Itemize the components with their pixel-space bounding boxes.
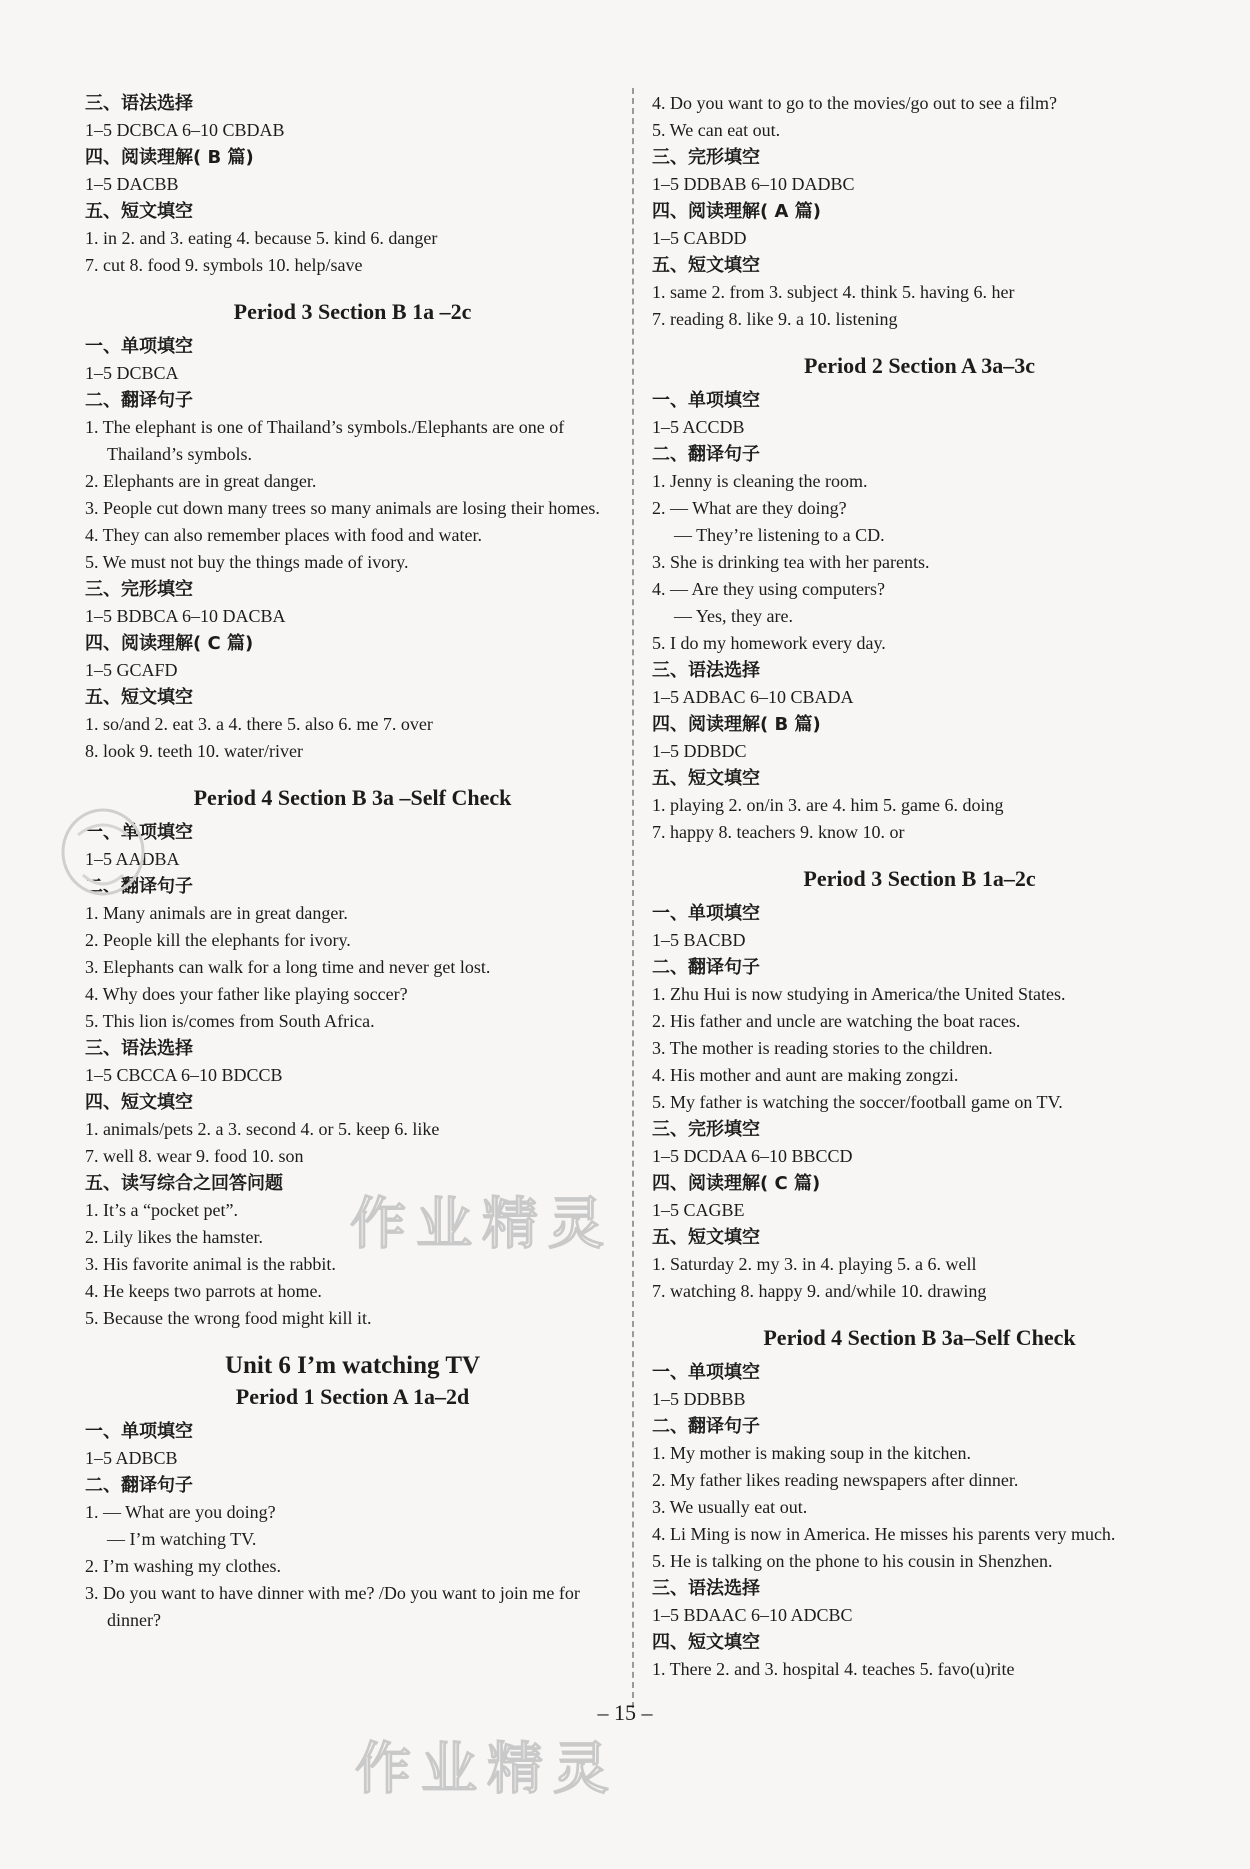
section-heading: 一、单项填空 <box>652 1362 760 1383</box>
watermark: 作业精灵 <box>355 1737 619 1802</box>
answer-line: 2. Elephants are in great danger. <box>85 471 317 491</box>
answer-line: 2. I’m washing my clothes. <box>85 1556 281 1576</box>
section-heading: 三、语法选择 <box>85 1038 193 1059</box>
section-heading: 一、单项填空 <box>652 390 760 411</box>
answer-line: 1–5 AADBA <box>85 849 180 869</box>
answer-line: 1. — What are you doing? <box>85 1502 276 1522</box>
section-heading: 四、阅读理解( C 篇) <box>652 1173 821 1194</box>
answer-line: 3. The mother is reading stories to the children. <box>652 1038 993 1058</box>
section-heading: 四、阅读理解( B 篇) <box>85 147 254 168</box>
answer-line: 5. Because the wrong food might kill it. <box>85 1308 372 1328</box>
answer-line: 7. reading 8. like 9. a 10. listening <box>652 309 898 329</box>
answer-line: 1. animals/pets 2. a 3. second 4. or 5. keep 6. like <box>85 1119 440 1139</box>
answer-line: 4. Li Ming is now in America. He misses his parents very much. <box>652 1524 1116 1544</box>
answer-line: 1–5 CABDD <box>652 228 747 248</box>
answer-line: 8. look 9. teeth 10. water/river <box>85 741 303 761</box>
answer-line: 4. He keeps two parrots at home. <box>85 1281 322 1301</box>
period-title: Period 4 Section B 3a–Self Check <box>763 1325 1076 1350</box>
answer-line: 1. My mother is making soup in the kitchen. <box>652 1443 971 1463</box>
section-heading: 二、翻译句子 <box>652 444 760 465</box>
section-heading: 四、阅读理解( C 篇) <box>85 633 254 654</box>
answer-line: 3. She is drinking tea with her parents. <box>652 552 930 572</box>
answer-line: 1–5 BDBCA 6–10 DACBA <box>85 606 286 626</box>
answer-line: 5. We can eat out. <box>652 120 781 140</box>
answer-line: 1–5 DCBCA <box>85 363 179 383</box>
answer-line: — Yes, they are. <box>674 606 793 626</box>
answer-line: 1–5 DDBBB <box>652 1389 746 1409</box>
answer-line: 5. This lion is/comes from South Africa. <box>85 1011 375 1031</box>
answer-line: 2. My father likes reading newspapers after dinner. <box>652 1470 1019 1490</box>
section-heading: 四、阅读理解( B 篇) <box>652 714 821 735</box>
watermark: 作业精灵 <box>350 1192 614 1257</box>
answer-line: 5. My father is watching the soccer/football game on TV. <box>652 1092 1063 1112</box>
section-heading: 五、读写综合之回答问题 <box>85 1173 283 1194</box>
answer-line: 2. People kill the elephants for ivory. <box>85 930 351 950</box>
answer-line: 4. Do you want to go to the movies/go out to see a film? <box>652 93 1057 113</box>
section-heading: 三、语法选择 <box>652 660 760 681</box>
section-heading: 三、语法选择 <box>652 1578 760 1599</box>
answer-line: 4. They can also remember places with food and water. <box>85 525 483 545</box>
answer-line: 3. Elephants can walk for a long time and never get lost. <box>85 957 491 977</box>
period-title: Period 3 Section B 1a–2c <box>803 866 1036 891</box>
answer-line: 7. happy 8. teachers 9. know 10. or <box>652 822 905 842</box>
section-heading: 五、短文填空 <box>652 768 760 789</box>
answer-line: 1. Saturday 2. my 3. in 4. playing 5. a 6. well <box>652 1254 977 1274</box>
answer-line: 1. It’s a “pocket pet”. <box>85 1200 238 1220</box>
answer-line: 1–5 CAGBE <box>652 1200 745 1220</box>
answer-line: 1. Many animals are in great danger. <box>85 903 348 923</box>
answer-line: 7. watching 8. happy 9. and/while 10. drawing <box>652 1281 987 1301</box>
section-heading: 二、翻译句子 <box>85 876 193 897</box>
answer-line: 3. People cut down many trees so many animals are losing their homes. <box>85 498 600 518</box>
section-heading: 一、单项填空 <box>652 903 760 924</box>
answer-line: 1–5 DDBAB 6–10 DADBC <box>652 174 855 194</box>
answer-line: 1. same 2. from 3. subject 4. think 5. having 6. her <box>652 282 1015 302</box>
page-number: – 15 – <box>597 1700 653 1725</box>
answer-line: 1–5 BDAAC 6–10 ADCBC <box>652 1605 853 1625</box>
answer-line: 7. cut 8. food 9. symbols 10. help/save <box>85 255 363 275</box>
answer-line: 1. There 2. and 3. hospital 4. teaches 5. favo(u)rite <box>652 1659 1015 1679</box>
answer-line: 1–5 CBCCA 6–10 BDCCB <box>85 1065 283 1085</box>
section-heading: 三、完形填空 <box>85 579 193 600</box>
answer-line: — They’re listening to a CD. <box>674 525 885 545</box>
watermark-logo-icon <box>58 805 148 900</box>
section-heading: 三、完形填空 <box>652 1119 760 1140</box>
section-heading: 二、翻译句子 <box>652 1416 760 1437</box>
answer-line: 3. Do you want to have dinner with me? /Do you want to join me for dinner? <box>85 1583 580 1630</box>
section-heading: 五、短文填空 <box>652 255 760 276</box>
answer-line: 1–5 DDBDC <box>652 741 747 761</box>
period-title: Period 2 Section A 3a–3c <box>804 353 1035 378</box>
answer-line: 1. so/and 2. eat 3. a 4. there 5. also 6. me 7. over <box>85 714 433 734</box>
column-divider <box>632 88 634 1708</box>
answer-line: 1–5 DCBCA 6–10 CBDAB <box>85 120 285 140</box>
answer-line: 4. Why does your father like playing soccer? <box>85 984 408 1004</box>
answer-line: 2. — What are they doing? <box>652 498 847 518</box>
period-title: Period 4 Section B 3a –Self Check <box>193 785 512 810</box>
answer-line: 2. His father and uncle are watching the boat races. <box>652 1011 1021 1031</box>
section-heading: 二、翻译句子 <box>652 957 760 978</box>
answer-line: 1. The elephant is one of Thailand’s symbols./Elephants are one of Thailand’s symbols. <box>85 417 565 464</box>
answer-line: 5. We must not buy the things made of ivory. <box>85 552 409 572</box>
section-heading: 二、翻译句子 <box>85 1475 193 1496</box>
section-heading: 四、阅读理解( A 篇) <box>652 201 821 222</box>
answer-line: 1–5 ACCDB <box>652 417 745 437</box>
answer-line: 7. well 8. wear 9. food 10. son <box>85 1146 304 1166</box>
section-heading: 一、单项填空 <box>85 822 193 843</box>
answer-line: 1. Jenny is cleaning the room. <box>652 471 868 491</box>
section-heading: 四、短文填空 <box>85 1092 193 1113</box>
answer-line: 5. He is talking on the phone to his cousin in Shenzhen. <box>652 1551 1053 1571</box>
section-heading: 一、单项填空 <box>85 1421 193 1442</box>
answer-line: 1–5 DACBB <box>85 174 179 194</box>
section-heading: 二、翻译句子 <box>85 390 193 411</box>
answer-line: 3. His favorite animal is the rabbit. <box>85 1254 336 1274</box>
answer-line: 1–5 GCAFD <box>85 660 178 680</box>
answer-line: 1–5 ADBCB <box>85 1448 178 1468</box>
section-heading: 五、短文填空 <box>85 687 193 708</box>
answer-line: 1. Zhu Hui is now studying in America/the United States. <box>652 984 1066 1004</box>
left-column <box>85 90 620 1634</box>
unit-title: Unit 6 I’m watching TV <box>224 1352 481 1379</box>
answer-line: 1. playing 2. on/in 3. are 4. him 5. game 6. doing <box>652 795 1004 815</box>
answer-line: 4. — Are they using computers? <box>652 579 885 599</box>
period-title: Period 1 Section A 1a–2d <box>235 1384 470 1409</box>
section-heading: 四、短文填空 <box>652 1632 760 1653</box>
section-heading: 一、单项填空 <box>85 336 193 357</box>
answer-line: 1–5 ADBAC 6–10 CBADA <box>652 687 854 707</box>
section-heading: 三、完形填空 <box>652 147 760 168</box>
answer-line: 1. in 2. and 3. eating 4. because 5. kind 6. danger <box>85 228 438 248</box>
section-heading: 三、语法选择 <box>85 93 193 114</box>
period-title: Period 3 Section B 1a –2c <box>233 299 472 324</box>
answer-line: 5. I do my homework every day. <box>652 633 886 653</box>
answer-line: 2. Lily likes the hamster. <box>85 1227 263 1247</box>
answer-line: 1–5 DCDAA 6–10 BBCCD <box>652 1146 853 1166</box>
answer-line: 4. His mother and aunt are making zongzi. <box>652 1065 959 1085</box>
section-heading: 五、短文填空 <box>652 1227 760 1248</box>
right-column <box>652 90 1187 1683</box>
answer-line: — I’m watching TV. <box>107 1529 257 1549</box>
answer-line: 1–5 BACBD <box>652 930 746 950</box>
answer-line: 3. We usually eat out. <box>652 1497 808 1517</box>
section-heading: 五、短文填空 <box>85 201 193 222</box>
